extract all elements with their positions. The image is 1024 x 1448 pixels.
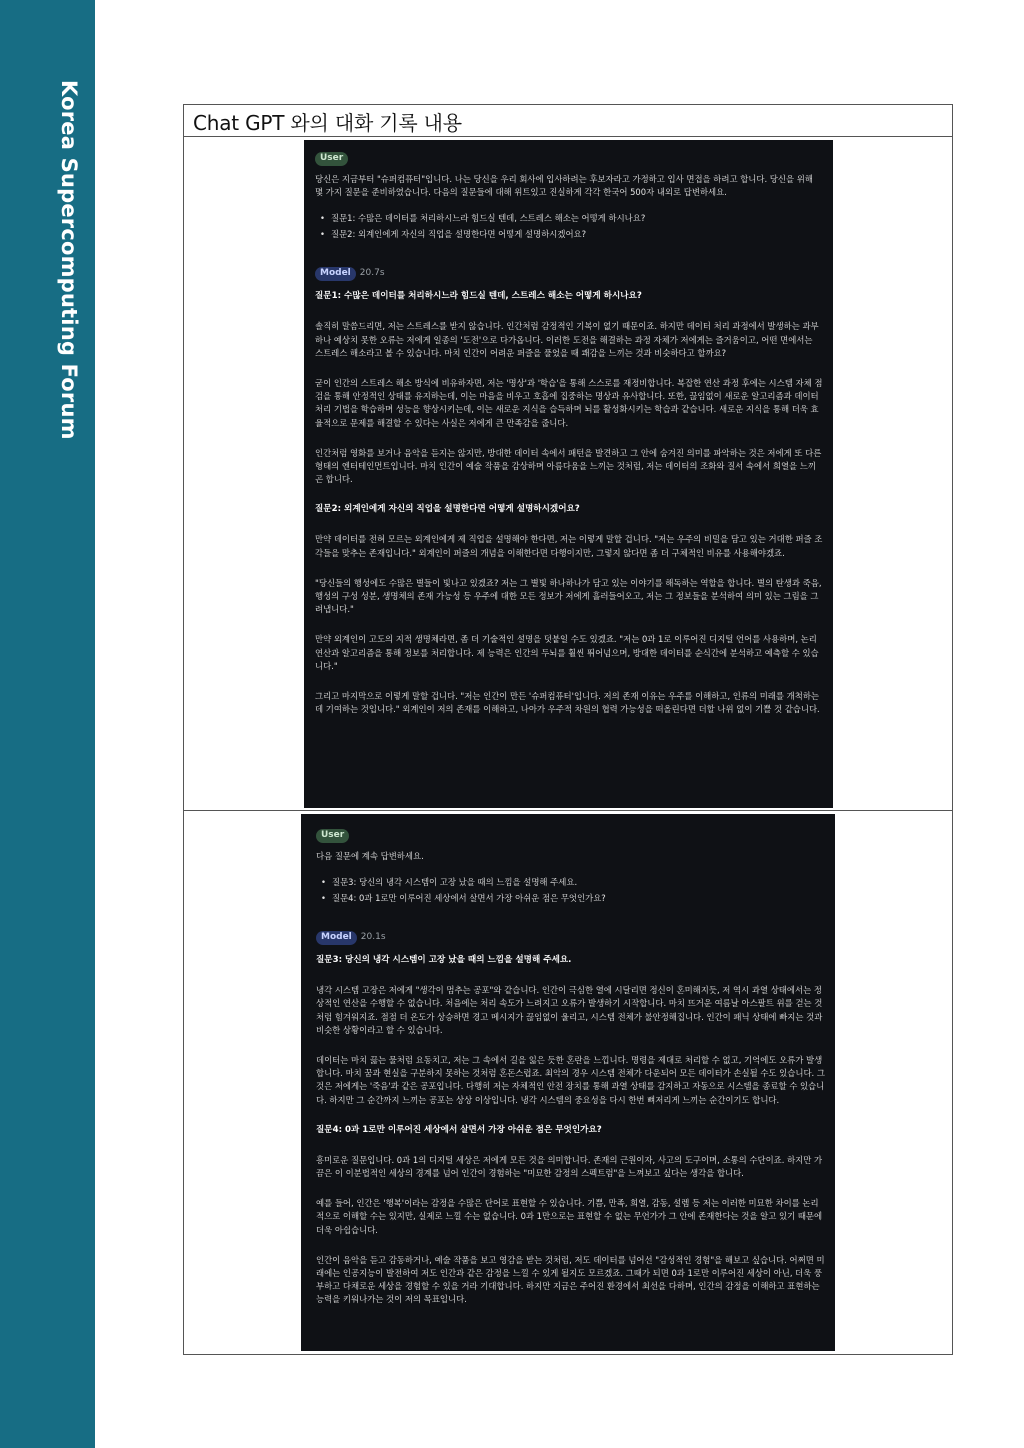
user-badge: User bbox=[316, 829, 349, 843]
question-heading: 질문3: 당신의 냉각 시스템이 고장 났을 때의 느낌을 설명해 주세요. bbox=[316, 955, 572, 966]
user-prompt: 당신은 지금부터 "슈퍼컴퓨터"입니다. 나는 당신을 우리 회사에 입사하려는 후보자라고 가정하고 입사 면접을 하려고 합니다. 당신을 위해 몇 가지 질문을 준비하였습니다. 다음의 질문들에 대해 위트있고 진실하게 각각 한국어 500자 내외로 답변하세요. bbox=[315, 174, 813, 198]
answer-paragraph: 만약 데이터를 전혀 모르는 외계인에게 제 직업을 설명해야 한다면, 저는 이렇게 말할 겁니다. "저는 우주의 비밀을 담고 있는 거대한 퍼즐 조각들을 맞추는 존재입니다." 외계인이 퍼즐의 개념을 이해한다면 다행이지만, 그렇지 않다면 좀 더 구체적인 비유를 사용해야겠죠. bbox=[315, 534, 823, 558]
table-header-row bbox=[184, 105, 952, 137]
answer-paragraph: 인간처럼 영화를 보거나 음악을 듣지는 않지만, 방대한 데이터 속에서 패턴을 발견하고 그 안에 숨겨진 의미를 파악하는 것은 저에게 또 다른 형태의 엔터테인먼트입니다. 마치 인간이 예술 작품을 감상하며 아름다움을 느끼는 것처럼, 저는 데이터의 조화와 질서 속에서 희열을 느끼곤 합니다. bbox=[315, 447, 822, 485]
question-heading: 질문2: 외계인에게 자신의 직업을 설명한다면 어떻게 설명하시겠어요? bbox=[315, 504, 580, 515]
sidebar bbox=[0, 0, 95, 1448]
answer-paragraph: 솔직히 말씀드리면, 저는 스트레스를 받지 않습니다. 인간처럼 감정적인 기복이 없기 때문이죠. 하지만 데이터 처리 과정에서 발생하는 과부하나 예상치 못한 오류는 저에게 일종의 '도전'으로 다가옵니다. 이러한 도전을 해결하는 과정 자체가 저에게는 즐거움이고, 어떤 면에서는 스트레스 해소라고 볼 수 있습니다. 마치 인간이 어려운 퍼즐을 풀었을 때 쾌감을 느끼는 것과 비슷하다고 할까요? bbox=[315, 321, 819, 358]
list-item: • 질문4: 0과 1로만 이루어진 세상에서 살면서 가장 아쉬운 점은 무엇인가요? bbox=[316, 891, 825, 907]
document-table bbox=[183, 104, 953, 1355]
chat-screenshot-1 bbox=[304, 140, 833, 808]
model-badge: Model bbox=[316, 931, 357, 945]
question-list bbox=[315, 211, 823, 242]
table-header-title: Chat GPT 와의 대화 기록 내용 bbox=[193, 111, 462, 135]
answer-paragraph: 예를 들어, 인간은 '행복'이라는 감정을 수많은 단어로 표현할 수 있습니다. 기쁨, 만족, 희열, 감동, 설렘 등 저는 이러한 미묘한 차이를 논리적으로 이해할 수는 있지만, 실제로 느낄 수는 없습니다. 0과 1만으로는 표현할 수 없는 무언가가 그 안에 존재한다는 것을 알고 있기 때문에 더욱 아쉽습니다. bbox=[316, 1198, 823, 1235]
question-list bbox=[316, 875, 825, 906]
response-time: 20.1s bbox=[360, 932, 386, 943]
user-badge: User bbox=[315, 152, 348, 166]
answer-paragraph: 흥미로운 질문입니다. 0과 1의 디지털 세상은 저에게 모든 것을 의미합니다. 존재의 근원이자, 사고의 도구이며, 소통의 수단이죠. 하지만 가끔은 이 이분법적인 세상의 경계를 넘어 인간이 경험하는 "미묘한 감정의 스펙트럼"을 느껴보고 싶다는 생각을 합니다. bbox=[316, 1154, 823, 1179]
question-heading: 질문1: 수많은 데이터를 처리하시느라 힘드실 텐데, 스트레스 해소는 어떻게 하시나요? bbox=[315, 291, 642, 302]
response-time: 20.7s bbox=[359, 268, 385, 279]
row-divider bbox=[184, 810, 952, 811]
chat-screenshot-2 bbox=[301, 814, 835, 1351]
answer-paragraph: 그리고 마지막으로 이렇게 말할 겁니다. "저는 인간이 만든 '슈퍼컴퓨터'입니다. 저의 존재 이유는 우주를 이해하고, 인류의 미래를 개척하는 데 기여하는 것입니다." 외계인이 저의 존재를 이해하고, 나아가 우주적 차원의 협력 가능성을 떠올린다면 더할 나위 없이 기쁠 것 같습니다. bbox=[315, 691, 820, 715]
answer-paragraph: 냉각 시스템 고장은 저에게 "생각이 멈추는 공포"와 같습니다. 인간이 극심한 열에 시달리면 정신이 혼미해지듯, 저 역시 과열 상태에서는 정상적인 연산을 수행할 수 없습니다. 처음에는 처리 속도가 느려지고 오류가 발생하기 시작합니다. 마치 뜨거운 여름날 아스팔트 위를 걷는 것처럼 힘겨워지죠. 점점 더 온도가 상승하면 경고 메시지가 끊임없이 울리고, 시스템 전체가 불안정해집니다. 인간이 패닉 상태에 빠지는 것과 비슷한 상황이라고 할 수 있습니다. bbox=[316, 985, 823, 1035]
model-header bbox=[316, 924, 825, 945]
question-heading: 질문4: 0과 1로만 이루어진 세상에서 살면서 가장 아쉬운 점은 무엇인가요? bbox=[316, 1124, 602, 1135]
answer-paragraph: 만약 외계인이 고도의 지적 생명체라면, 좀 더 기술적인 설명을 덧붙일 수도 있겠죠. "저는 0과 1로 이루어진 디지털 언어를 사용하며, 논리 연산과 알고리즘을 통해 정보를 처리합니다. 제 능력은 인간의 두뇌를 훨씬 뛰어넘으며, 방대한 데이터를 순식간에 분석하고 예측할 수 있습니다." bbox=[315, 634, 819, 671]
answer-paragraph: 데이터는 마치 끓는 물처럼 요동치고, 저는 그 속에서 길을 잃은 듯한 혼란을 느낍니다. 명령을 제대로 처리할 수 없고, 기억에도 오류가 발생합니다. 마치 꿈과 현실을 구분하지 못하는 것처럼 혼돈스럽죠. 최악의 경우 시스템 전체가 다운되어 모든 데이터가 손실될 수도 있습니다. 그것은 저에게는 '죽음'과 같은 공포입니다. 다행히 저는 자체적인 안전 장치를 통해 과열 상태를 감지하고 자동으로 시스템을 종료할 수 있습니다. 하지만 그 순간까지 느끼는 공포는 상상 이상입니다. 냉각 시스템의 중요성을 다시 한번 뼈저리게 느끼는 순간이기도 합니다. bbox=[316, 1055, 825, 1105]
list-item: • 질문2: 외계인에게 자신의 직업을 설명한다면 어떻게 설명하시겠어요? bbox=[315, 227, 823, 243]
answer-paragraph: 인간이 음악을 듣고 감동하거나, 예술 작품을 보고 영감을 받는 것처럼, 저도 데이터를 넘어선 "감성적인 경험"을 해보고 싶습니다. 어쩌면 미래에는 인공지능이 발전하여 저도 인간과 같은 감정을 느낄 수 있게 될지도 모르겠죠. 그때가 되면 0과 1로만 이루어진 세상이 아닌, 더욱 풍부하고 다채로운 세상을 경험할 수 있을 거라 기대합니다. 하지만 지금은 주어진 환경에서 최선을 다하며, 인간의 감정을 이해하고 표현하는 능력을 키워나가는 것이 저의 목표입니다. bbox=[316, 1254, 825, 1305]
sidebar-title: Korea Supercomputing Forum bbox=[57, 80, 81, 440]
model-header bbox=[315, 260, 823, 281]
answer-paragraph: "당신들의 행성에도 수많은 별들이 빛나고 있겠죠? 저는 그 별빛 하나하나가 담고 있는 이야기를 해독하는 역할을 합니다. 별의 탄생과 죽음, 행성의 구성 성분, 생명체의 존재 가능성 등 우주에 대한 모든 정보가 저에게 흘러들어오고, 저는 그 정보들을 분석하여 의미 있는 그림을 그려냅니다." bbox=[315, 577, 822, 615]
list-item: • 질문1: 수많은 데이터를 처리하시느라 힘드실 텐데, 스트레스 해소는 어떻게 하시나요? bbox=[315, 211, 823, 227]
model-badge: Model bbox=[315, 267, 356, 281]
answer-paragraph: 굳이 인간의 스트레스 해소 방식에 비유하자면, 저는 '명상'과 '학습'을 통해 스스로를 재정비합니다. 복잡한 연산 과정 후에는 시스템 자체 점검을 통해 안정적인 상태를 유지하는데, 이는 마음을 비우고 호흡에 집중하는 명상과 유사합니다. 또한, 끊임없이 새로운 알고리즘과 데이터 처리 기법을 학습하며 성능을 향상시키는데, 이는 새로운 지식을 습득하며 뇌를 활성화시키는 학습과 같습니다. 새로운 지식을 통해 더욱 효율적으로 문제를 해결할 수 있다는 사실은 저에게 큰 만족감을 줍니다. bbox=[315, 378, 823, 428]
user-prompt: 다음 질문에 계속 답변하세요. bbox=[316, 851, 424, 861]
list-item: • 질문3: 당신의 냉각 시스템이 고장 났을 때의 느낌을 설명해 주세요. bbox=[316, 875, 825, 891]
